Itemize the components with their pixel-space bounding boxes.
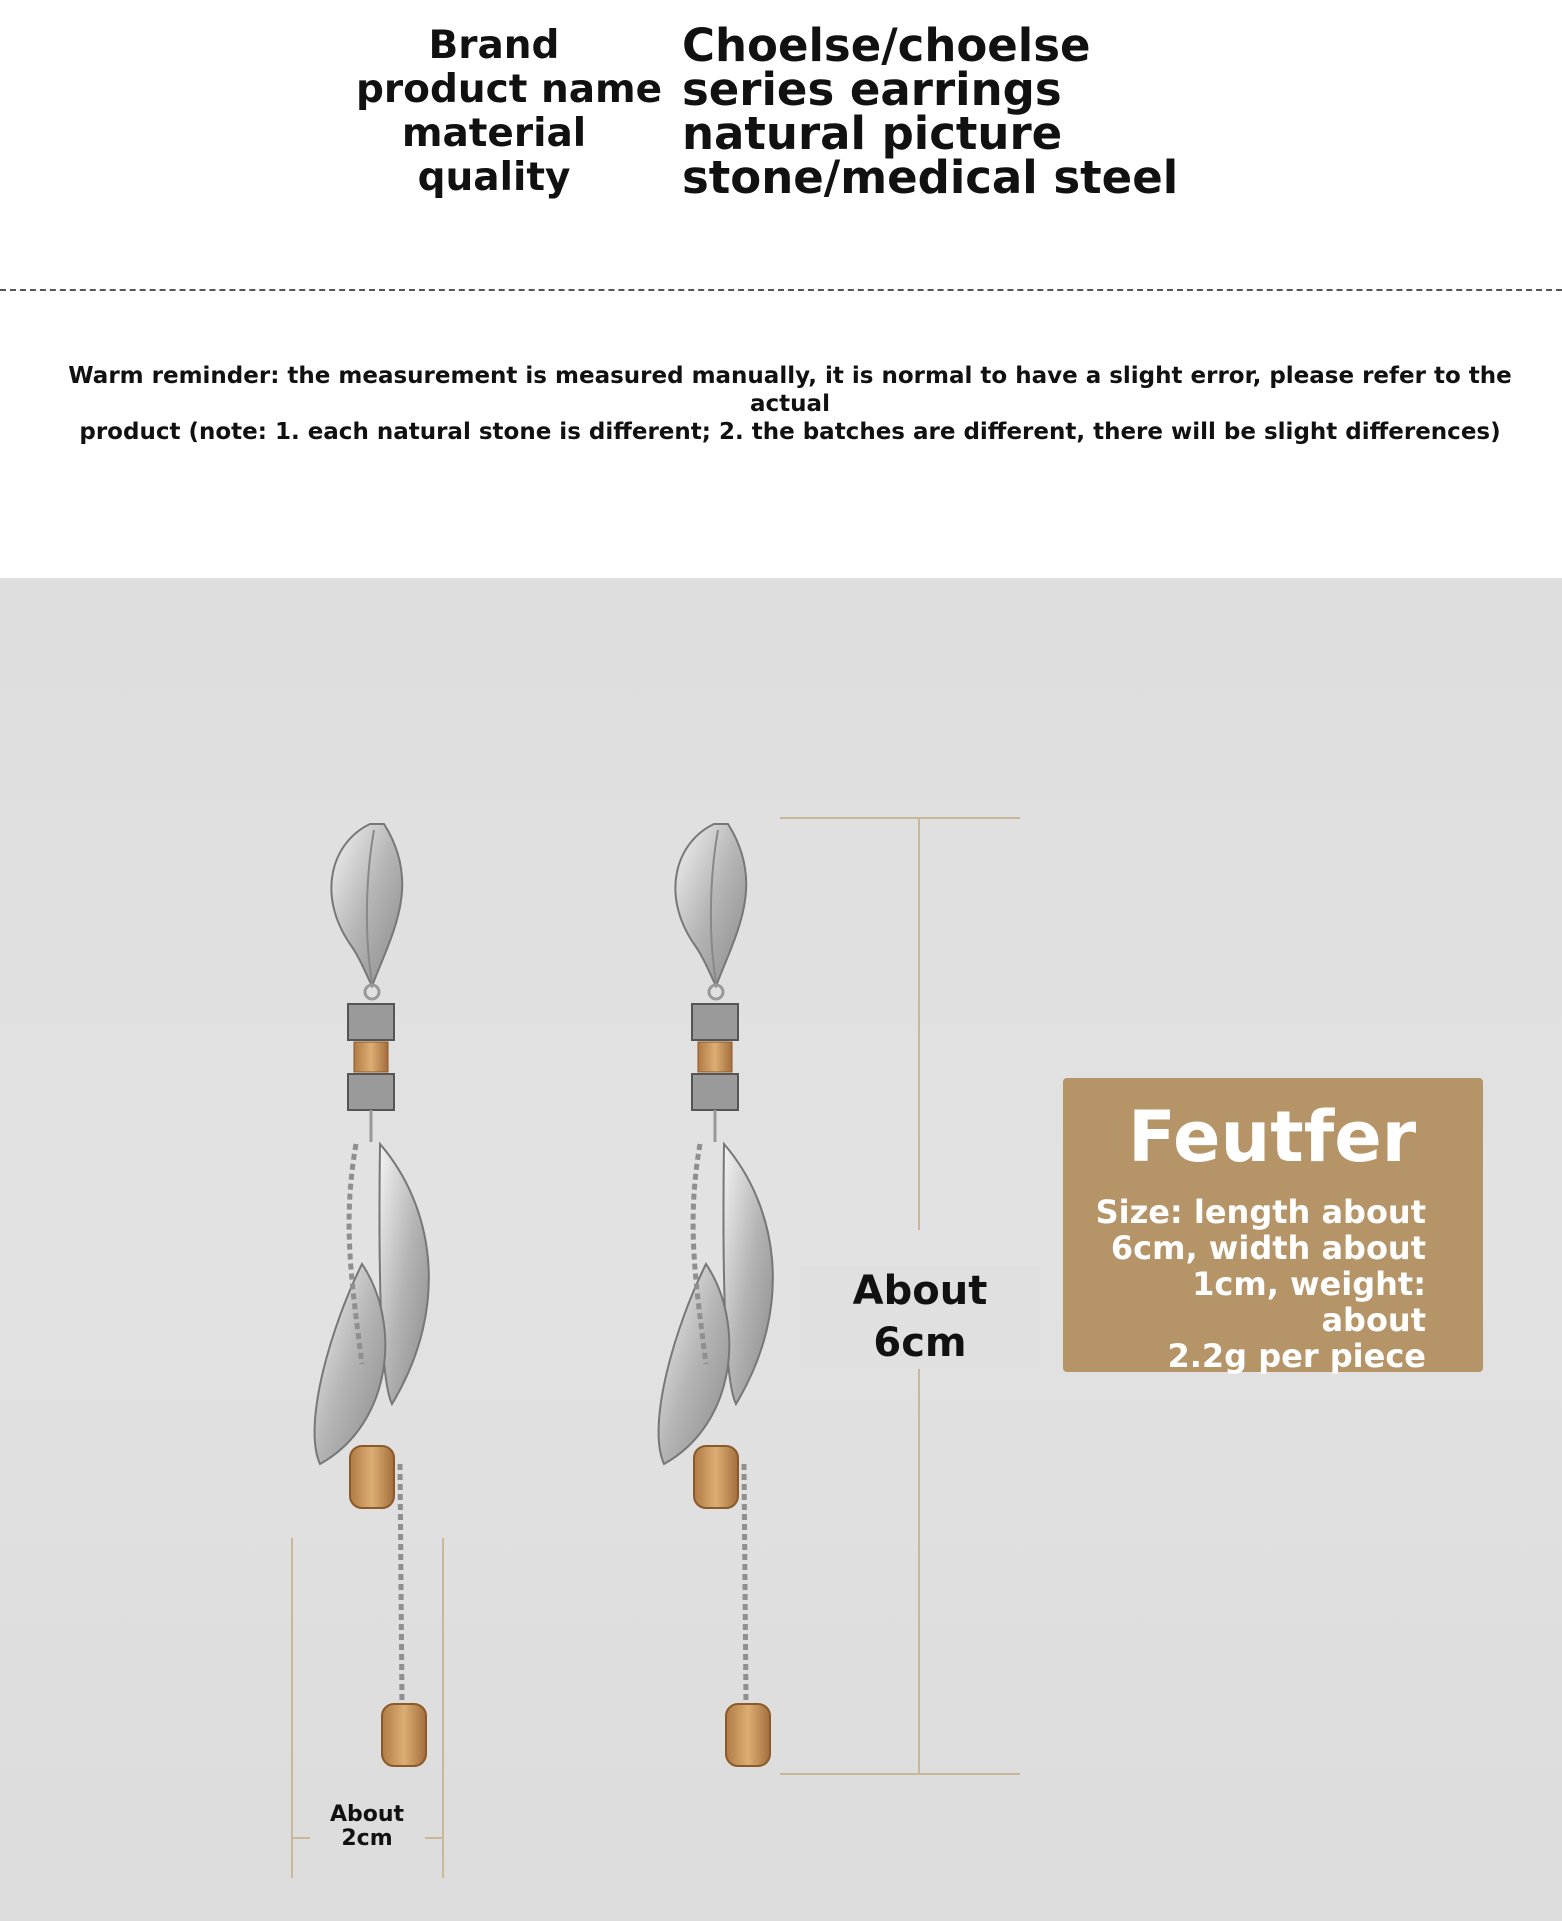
spec-value-product-name: series earrings [682,63,1062,116]
spec-value-quality: stone/medical steel [682,151,1179,204]
section-divider [0,289,1562,291]
spec-label-product-name: product name [356,67,663,112]
earring-left [315,824,429,1766]
spec-labels [356,23,663,200]
spec-label-brand: Brand [428,23,560,68]
spec-label-quality: quality [417,155,571,200]
size-line-3: 1cm, weight: about [1192,1265,1426,1339]
size-line-2: 6cm, width about [1110,1229,1426,1267]
width-measure-label [300,1803,434,1851]
warm-reminder [60,362,1520,446]
reminder-line-1: Warm reminder: the measurement is measured manually, it is normal to have a slight error, please refer to the actual [68,363,1512,417]
width-label-line-1: About [329,1802,405,1827]
info-card-size [1086,1194,1426,1374]
width-label-line-2: 2cm [341,1826,393,1851]
spec-values [682,19,1522,204]
spec-value-material: natural picture [682,107,1063,160]
spec-value-brand: Choelse/choelse [682,19,1091,72]
reminder-line-2: product (note: 1. each natural stone is different; 2. the batches are different, there will be slight differences) [79,419,1501,445]
info-card-title: Feutfer [1128,1096,1417,1178]
length-measure-label: About 6cm [800,1265,1040,1369]
spec-label-material: material [401,111,587,156]
size-info-card [1063,1078,1483,1375]
size-line-1: Size: length about [1095,1193,1426,1231]
size-line-4: 2.2g per piece [1167,1337,1426,1375]
earring-right [659,824,773,1766]
